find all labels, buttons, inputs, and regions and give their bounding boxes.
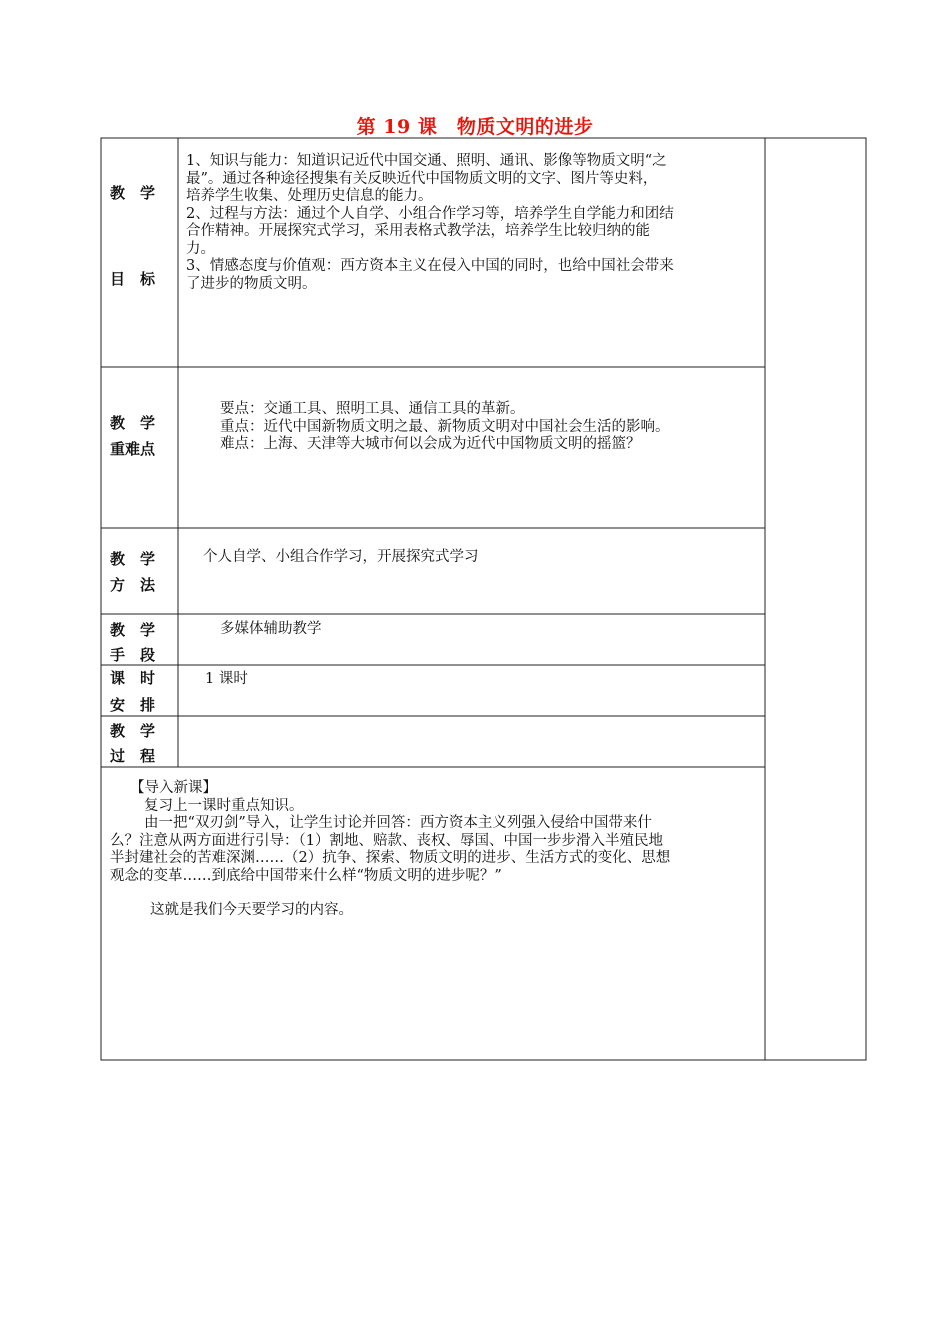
method-label-top: 教 学 <box>110 550 156 568</box>
body-line: 半封建社会的苦难深渊……（2）抗争、探索、物质文明的进步、生活方式的变化、思想 <box>110 850 671 866</box>
keypoints-content <box>220 401 760 454</box>
process-label-top: 教 学 <box>110 722 156 740</box>
body-line: 复习上一课时重点知识。 <box>144 797 304 814</box>
schedule-text: 1 课时 <box>205 671 248 687</box>
means-label-bottom: 手 段 <box>110 646 156 664</box>
keypoints-label-bottom: 重难点 <box>110 440 156 458</box>
goals-label-top: 教 学 <box>110 184 156 202</box>
closing-line: 这就是我们今天要学习的内容。 <box>150 902 353 918</box>
keypoints-line: 重点：近代中国新物质文明之最、新物质文明对中国社会生活的影响。 <box>220 418 670 435</box>
body-line: 观念的变革……到底给中国带来什么样“物质文明的进步呢？” <box>110 867 502 884</box>
goals-line: 3、情感态度与价值观：西方资本主义在侵入中国的同时，也给中国社会带来 <box>186 258 674 274</box>
goals-content <box>186 153 760 293</box>
goals-line: 培养学生收集、处理历史信息的能力。 <box>186 188 433 204</box>
process-body <box>110 780 760 885</box>
method-text: 个人自学、小组合作学习，开展探究式学习 <box>203 549 479 565</box>
goals-line: 合作精神。开展探究式学习，采用表格式教学法，培养学生比较归纳的能 <box>186 223 650 239</box>
keypoints-line: 要点：交通工具、照明工具、通信工具的革新。 <box>220 401 525 417</box>
process-label-bottom: 过 程 <box>110 747 156 765</box>
section-heading: 【导入新课】 <box>130 780 217 796</box>
body-line: 么？注意从两方面进行引导：（1）割地、赔款、丧权、辱国、中国一步步滑入半殖民地 <box>110 832 663 849</box>
means-text: 多媒体辅助教学 <box>220 621 322 637</box>
schedule-label-top: 课 时 <box>110 669 156 687</box>
goals-line: 2、过程与方法：通过个人自学、小组合作学习等，培养学生自学能力和团结 <box>186 205 674 222</box>
keypoints-line: 难点：上海、天津等大城市何以会成为近代中国物质文明的摇篮？ <box>220 436 641 452</box>
means-label-top: 教 学 <box>110 621 156 639</box>
schedule-label-bottom: 安 排 <box>110 696 156 714</box>
body-line: 由一把“双刃剑”导入，让学生讨论并回答：西方资本主义列强入侵给中国带来什 <box>144 815 652 831</box>
goals-line: 最”。通过各种途径搜集有关反映近代中国物质文明的文字、图片等史料， <box>186 170 658 187</box>
goals-line: 了进步的物质文明。 <box>186 275 317 292</box>
goals-label-bottom: 目 标 <box>110 270 156 288</box>
keypoints-label-top: 教 学 <box>110 414 156 432</box>
method-label-bottom: 方 法 <box>110 576 156 594</box>
page-title: 第 19 课 物质文明的进步 <box>356 116 594 138</box>
goals-line: 力。 <box>186 240 215 257</box>
goals-line: 1、知识与能力：知道识记近代中国交通、照明、通讯、影像等物质文明“之 <box>186 153 667 169</box>
